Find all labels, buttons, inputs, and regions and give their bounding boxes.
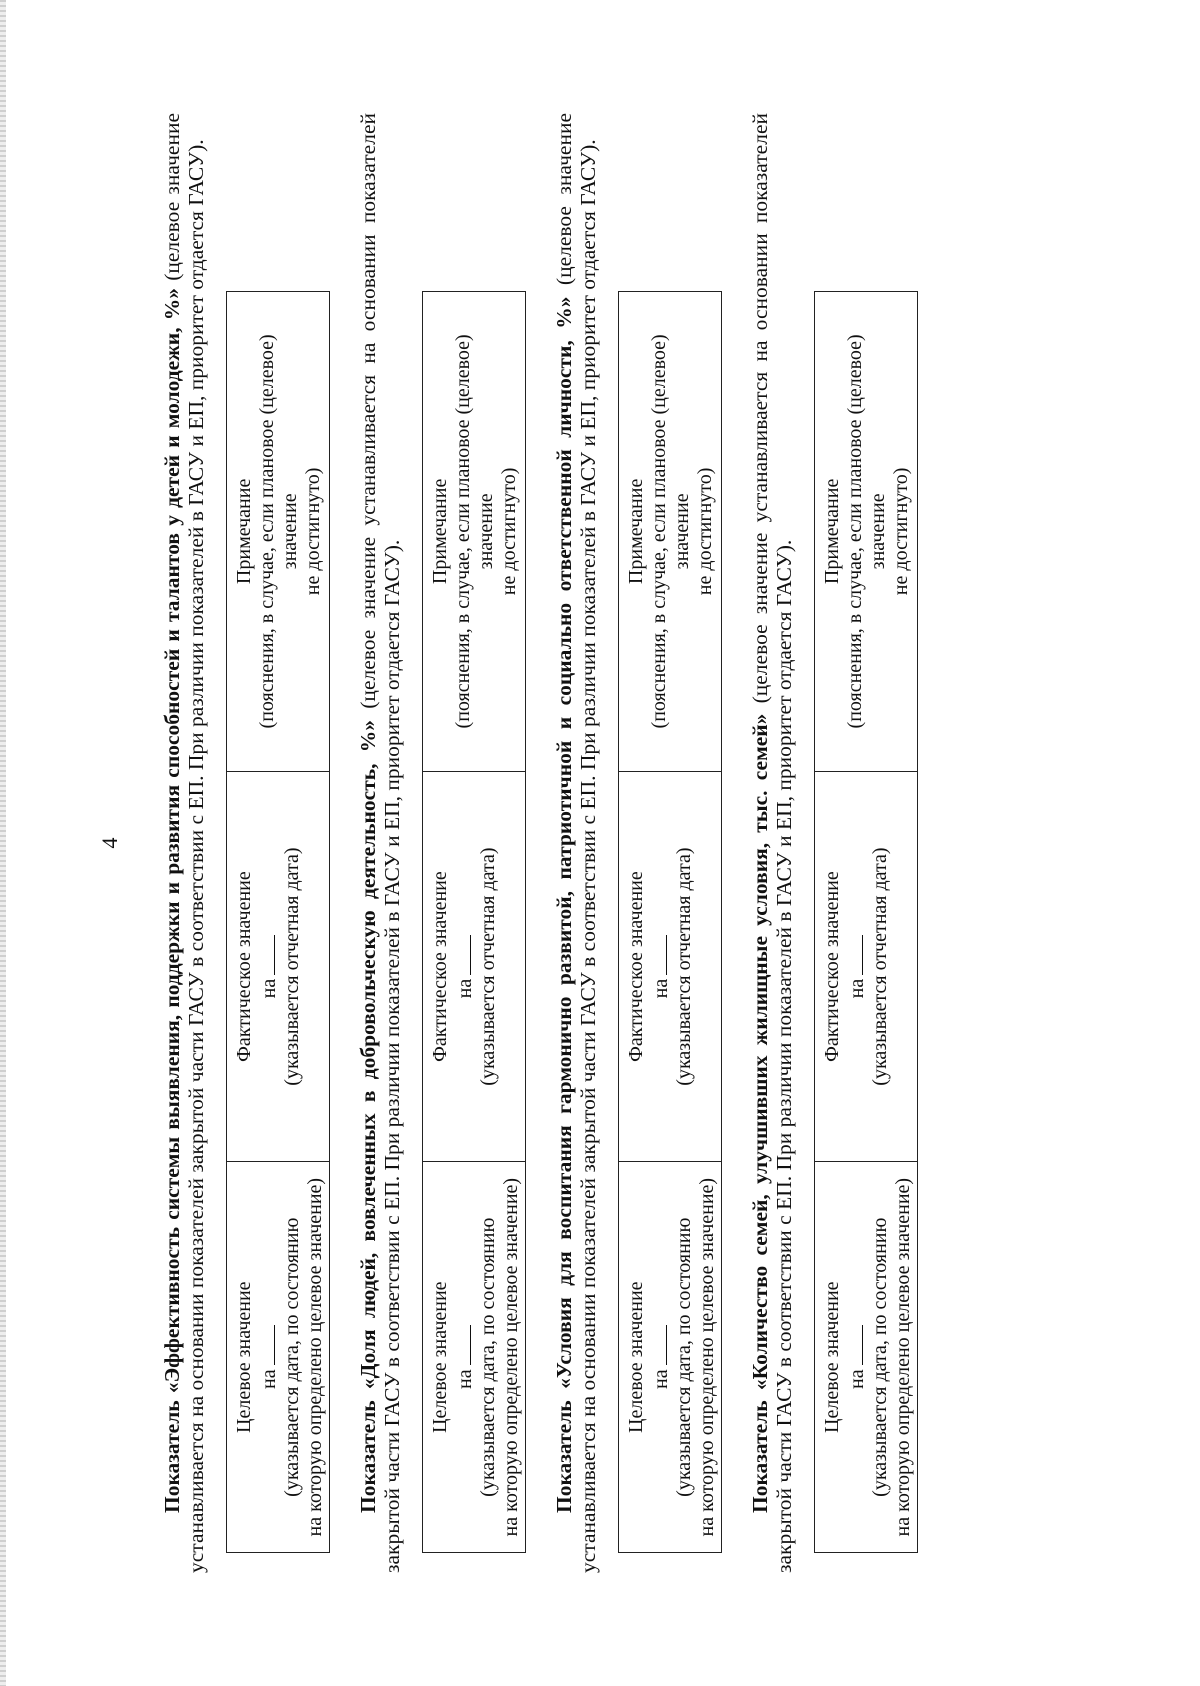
header-text: на которую определено целевое значение) <box>304 1177 326 1537</box>
header-text: на <box>650 1369 672 1389</box>
target-value-header <box>227 1162 330 1553</box>
header-line <box>429 1166 452 1548</box>
indicator-name: «Количество семей, улучшивших жилищные условия, тыс. семей» <box>748 713 772 1391</box>
actual-value-header <box>619 771 722 1162</box>
header-text: не достигнуто) <box>694 467 716 596</box>
header-line <box>302 296 325 767</box>
indicator-section <box>552 113 722 1573</box>
header-line <box>233 1166 256 1548</box>
table-header-row <box>227 292 330 1553</box>
indicator-paragraph <box>160 113 208 1573</box>
header-line <box>281 1166 304 1548</box>
header-text: (указывается отчетная дата) <box>281 847 303 1086</box>
header-text: Примечание <box>821 478 843 585</box>
header-text: не достигнуто) <box>302 467 324 596</box>
header-line <box>452 1166 477 1548</box>
header-text: (указывается дата, по состоянию <box>477 1217 499 1497</box>
header-line <box>256 296 302 767</box>
header-text: (указывается дата, по состоянию <box>673 1217 695 1497</box>
indicator-description: (целевое значение устанавливается на основании показателей закрытой части ГАСУ в соответствии с ЕП. При различии показателей в ГАСУ и ЕП, приоритет отдается ГАСУ). <box>356 113 404 1573</box>
header-text: Целевое значение <box>625 1281 647 1433</box>
header-line <box>452 776 477 1158</box>
indicator-description: (целевое значение устанавливается на основании показателей закрытой части ГАСУ в соответствии с ЕП. При различии показателей в ГАСУ и ЕП, приоритет отдается ГАСУ). <box>552 113 600 1573</box>
indicator-name: «Эффективность системы выявления, поддержки и развития способностей и талантов у детей и молодежи, %» <box>160 287 184 1394</box>
note-header <box>227 292 330 772</box>
header-text: (пояснения, в случае, если плановое (целевое) значение <box>844 334 889 729</box>
indicator-section <box>160 113 330 1573</box>
header-line <box>477 1166 500 1548</box>
header-line <box>844 776 869 1158</box>
target-value-header <box>619 1162 722 1553</box>
header-line <box>233 776 256 1158</box>
header-line <box>256 776 281 1158</box>
table-header-row <box>619 292 722 1553</box>
date-blank-line <box>256 1325 275 1365</box>
indicator-table <box>814 291 918 1553</box>
header-text: (указывается дата, по состоянию <box>281 1217 303 1497</box>
header-text: Примечание <box>233 478 255 585</box>
header-text: на которую определено целевое значение) <box>696 1177 718 1537</box>
header-text: (указывается дата, по состоянию <box>869 1217 891 1497</box>
header-line <box>477 776 500 1158</box>
table-header-row <box>423 292 526 1553</box>
note-header <box>423 292 526 772</box>
header-line <box>821 776 844 1158</box>
indicator-name: «Доля людей, вовлеченных в добровольческую деятельность, %» <box>356 719 380 1390</box>
header-text: на <box>454 1369 476 1389</box>
header-line <box>673 1166 696 1548</box>
header-text: не достигнуто) <box>498 467 520 596</box>
header-line <box>625 776 648 1158</box>
indicator-prefix: Показатель <box>160 1393 184 1513</box>
header-line <box>500 1166 523 1548</box>
date-blank-line <box>648 935 667 975</box>
target-value-header <box>423 1162 526 1553</box>
header-text: Фактическое значение <box>625 871 647 1062</box>
header-line <box>821 1166 844 1548</box>
indicator-paragraph <box>748 113 796 1573</box>
header-text: на <box>258 978 280 999</box>
note-header <box>619 292 722 772</box>
header-line <box>890 296 913 767</box>
header-text: на которую определено целевое значение) <box>892 1177 914 1537</box>
date-blank-line <box>256 935 275 975</box>
header-text: на <box>846 1369 868 1389</box>
indicator-paragraph <box>552 113 600 1573</box>
header-line <box>844 296 890 767</box>
target-value-header <box>815 1162 918 1553</box>
indicator-table <box>422 291 526 1553</box>
indicator-name: «Условия для воспитания гармонично развитой, патриотичной и социально ответственной личности, %» <box>552 296 576 1389</box>
header-line <box>233 296 256 767</box>
sections-container <box>160 113 918 1573</box>
document-page <box>90 73 1090 1613</box>
header-text: Фактическое значение <box>233 871 255 1062</box>
header-text: (указывается отчетная дата) <box>673 847 695 1086</box>
indicator-prefix: Показатель <box>552 1388 576 1513</box>
header-text: на которую определено целевое значение) <box>500 1177 522 1537</box>
header-line <box>429 776 452 1158</box>
header-text: Примечание <box>429 478 451 585</box>
actual-value-header <box>227 771 330 1162</box>
header-text: не достигнуто) <box>890 467 912 596</box>
header-text: на <box>258 1369 280 1389</box>
header-line <box>821 296 844 767</box>
header-line <box>648 296 694 767</box>
actual-value-header <box>815 771 918 1162</box>
header-line <box>648 1166 673 1548</box>
header-text: (указывается отчетная дата) <box>477 847 499 1086</box>
header-line <box>869 1166 892 1548</box>
date-blank-line <box>452 1325 471 1365</box>
indicator-prefix: Показатель <box>356 1389 380 1513</box>
date-blank-line <box>844 1325 863 1365</box>
header-line <box>429 296 452 767</box>
header-line <box>452 296 498 767</box>
page-number: 4 <box>97 837 122 849</box>
header-text: (пояснения, в случае, если плановое (целевое) значение <box>648 334 693 729</box>
actual-value-header <box>423 771 526 1162</box>
header-line <box>648 776 673 1158</box>
date-blank-line <box>648 1325 667 1365</box>
header-text: (указывается отчетная дата) <box>869 847 891 1086</box>
date-blank-line <box>452 935 471 975</box>
header-text: Примечание <box>625 478 647 585</box>
indicator-title <box>552 297 576 1513</box>
header-line <box>281 776 304 1158</box>
indicator-description: (целевое значение устанавливается на основании показателей закрытой части ГАСУ в соответствии с ЕП. При различии показателей в ГАСУ и ЕП, приоритет отдается ГАСУ). <box>748 113 796 1573</box>
note-header <box>815 292 918 772</box>
header-line <box>869 776 892 1158</box>
header-line <box>256 1166 281 1548</box>
indicator-title <box>160 288 184 1513</box>
header-line <box>694 296 717 767</box>
header-text: Целевое значение <box>233 1281 255 1433</box>
header-text: на <box>846 978 868 999</box>
header-text: Целевое значение <box>821 1281 843 1433</box>
header-text: Фактическое значение <box>821 871 843 1062</box>
scan-edge <box>0 0 6 1686</box>
table-header-row <box>815 292 918 1553</box>
header-line <box>625 296 648 767</box>
indicator-table <box>226 291 330 1553</box>
header-line <box>304 1166 327 1548</box>
indicator-paragraph <box>356 113 404 1573</box>
indicator-section <box>356 113 526 1573</box>
header-line <box>696 1166 719 1548</box>
header-text: (пояснения, в случае, если плановое (целевое) значение <box>452 334 497 729</box>
indicator-table <box>618 291 722 1553</box>
header-line <box>673 776 696 1158</box>
header-text: Фактическое значение <box>429 871 451 1062</box>
header-text: (пояснения, в случае, если плановое (целевое) значение <box>256 334 301 729</box>
header-text: на <box>454 978 476 999</box>
header-line <box>498 296 521 767</box>
header-line <box>892 1166 915 1548</box>
indicator-title <box>356 720 380 1513</box>
header-text: на <box>650 978 672 999</box>
indicator-prefix: Показатель <box>748 1390 772 1513</box>
header-text: Целевое значение <box>429 1281 451 1433</box>
date-blank-line <box>844 935 863 975</box>
indicator-section <box>748 113 918 1573</box>
header-line <box>844 1166 869 1548</box>
indicator-description: (целевое значение устанавливается на основании показателей закрытой части ГАСУ в соответствии с ЕП. При различии показателей в ГАСУ и ЕП, приоритет отдается ГАСУ). <box>160 112 208 1573</box>
indicator-title <box>748 714 772 1513</box>
header-line <box>625 1166 648 1548</box>
